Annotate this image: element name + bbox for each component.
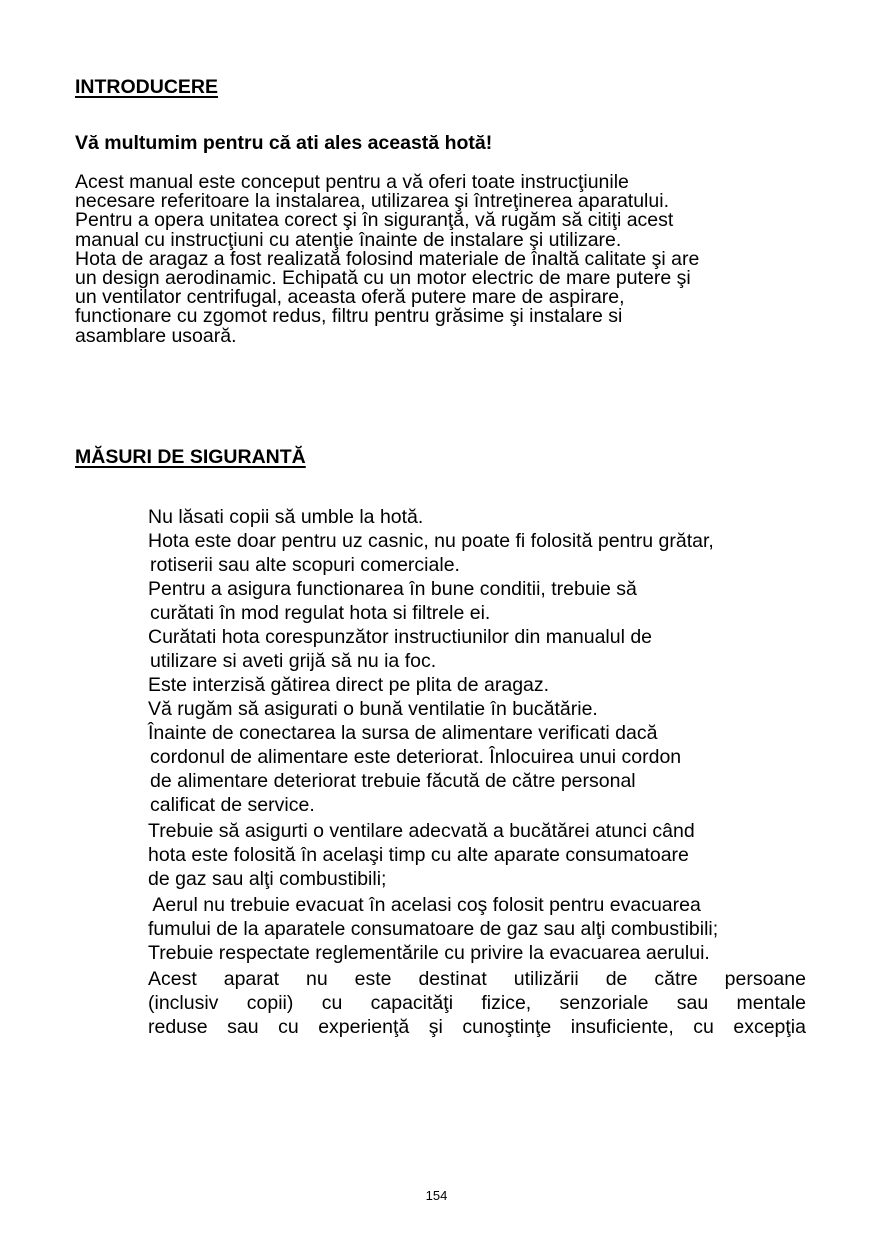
justified-line xyxy=(148,1015,806,1039)
safety-item xyxy=(148,697,838,721)
word: reduse xyxy=(148,1016,208,1038)
word: de xyxy=(605,968,628,990)
intro-line: Pentru a opera unitatea corect şi în siguranţă, vă rugăm să citiţi acest xyxy=(75,209,674,232)
safety-list xyxy=(148,505,838,1039)
page-number: 154 xyxy=(425,1188,448,1203)
word: destinat xyxy=(418,968,487,990)
word: cu xyxy=(321,992,343,1014)
safety-item xyxy=(148,893,838,941)
word: cu xyxy=(278,1016,299,1038)
word: (inclusiv xyxy=(148,992,219,1014)
word: cunoştinţe xyxy=(462,1016,552,1038)
word: copii) xyxy=(246,992,294,1014)
justified-line xyxy=(148,967,806,991)
safety-item-line: Pentru a asigura functionarea în bune conditii, trebuie să xyxy=(148,578,637,600)
word: experienţă xyxy=(318,1016,410,1038)
word: nu xyxy=(305,968,328,990)
word: către xyxy=(654,968,698,990)
safety-item xyxy=(148,721,838,817)
safety-item xyxy=(148,529,838,577)
thanks-message: Vă multumim pentru că ati ales această hotă! xyxy=(75,132,493,154)
word: excepţia xyxy=(733,1016,806,1038)
justified-line xyxy=(148,991,806,1015)
word: fizice, xyxy=(481,992,532,1014)
safety-item xyxy=(148,625,838,673)
safety-item-line: Trebuie respectate reglementările cu privire la evacuarea aerului. xyxy=(148,942,710,964)
safety-item-line: Vă rugăm să asigurati o bună ventilatie în bucătărie. xyxy=(148,698,598,720)
safety-item-line: Aerul nu trebuie evacuat în acelasi coş folosit pentru evacuarea xyxy=(148,894,701,916)
word: utilizării xyxy=(513,968,579,990)
safety-item-justified xyxy=(148,967,838,1039)
word: capacităţi xyxy=(370,992,454,1014)
word: aparat xyxy=(223,968,280,990)
intro-line: necesare referitoare la instalarea, utilizarea şi întreţinerea aparatului. xyxy=(75,190,669,213)
safety-item-line: Curătati hota corespunzător instructiunilor din manualul de xyxy=(148,626,653,648)
safety-item-line: cordonul de alimentare este deteriorat. Înlocuirea unui cordon xyxy=(150,746,682,768)
safety-item-line: fumului de la aparatele consumatoare de gaz sau alţi combustibili; xyxy=(148,918,719,940)
intro-line: manual cu instrucţiuni cu atenţie înainte de instalare şi utilizare. xyxy=(75,228,622,251)
intro-heading: INTRODUCERE xyxy=(75,76,219,98)
intro-line: Hota de aragaz a fost realizată folosind materiale de înaltă calitate şi are xyxy=(75,247,700,270)
word: Acest xyxy=(148,968,197,990)
safety-item-line: de alimentare deteriorat trebuie făcută de către personal xyxy=(150,770,636,792)
word: sau xyxy=(676,992,709,1014)
word: şi xyxy=(428,1016,443,1038)
safety-item-line: Este interzisă gătirea direct pe plita de aragaz. xyxy=(148,674,550,696)
safety-item-line: hota este folosită în acelaşi timp cu alte aparate consumatoare xyxy=(148,844,689,866)
safety-item-line: rotiserii sau alte scopuri comerciale. xyxy=(150,554,460,576)
safety-item xyxy=(148,673,838,697)
safety-item-line: utilizare si aveti grijă să nu ia foc. xyxy=(150,650,437,672)
safety-item-line: de gaz sau alţi combustibili; xyxy=(148,868,387,890)
intro-line: Acest manual este conceput pentru a vă oferi toate instrucţiunile xyxy=(75,171,629,193)
safety-item xyxy=(148,941,838,965)
safety-item-line: Hota este doar pentru uz casnic, nu poate fi folosită pentru grătar, xyxy=(148,530,714,552)
word: mentale xyxy=(736,992,806,1014)
safety-item-line: Nu lăsati copii să umble la hotă. xyxy=(148,506,424,528)
safety-item xyxy=(148,577,838,625)
word: persoane xyxy=(724,968,806,990)
safety-item-line: curătati în mod regulat hota si filtrele ei. xyxy=(150,602,491,624)
intro-line: un ventilator centrifugal, aceasta oferă putere mare de aspirare, xyxy=(75,286,625,309)
intro-paragraph xyxy=(75,173,815,346)
safety-item-line: Înainte de conectarea la sursa de alimentare verificati dacă xyxy=(148,722,658,744)
safety-item-line: calificat de service. xyxy=(150,794,315,816)
intro-line: asamblare usoară. xyxy=(75,324,237,347)
intro-line: functionare cu zgomot redus, filtru pentru grăsime şi instalare si xyxy=(75,305,623,328)
word: este xyxy=(354,968,392,990)
word: senzoriale xyxy=(559,992,649,1014)
word: sau xyxy=(227,1016,259,1038)
safety-item-line: Trebuie să asigurti o ventilare adecvată a bucătărei atunci când xyxy=(148,820,695,842)
safety-item xyxy=(148,505,838,529)
safety-heading: MĂSURI DE SIGURANTĂ xyxy=(75,446,306,468)
safety-item xyxy=(148,819,838,891)
word: cu xyxy=(693,1016,714,1038)
word: insuficiente, xyxy=(570,1016,674,1038)
intro-line: un design aerodinamic. Echipată cu un motor electric de mare putere şi xyxy=(75,267,691,290)
